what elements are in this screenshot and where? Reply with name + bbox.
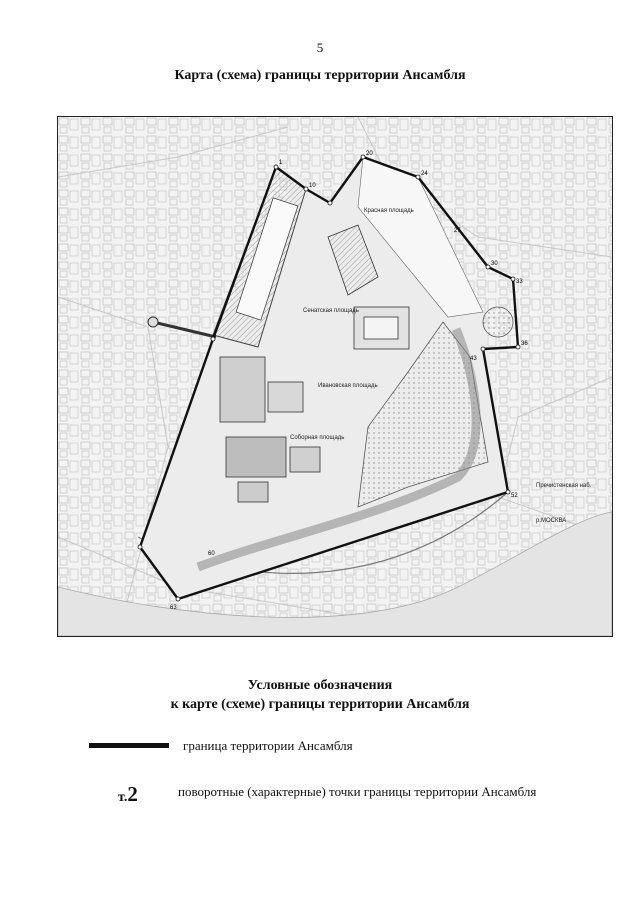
boundary-point-label: 43	[470, 356, 477, 362]
page-title: Карта (схема) границы территории Ансамбля	[174, 68, 466, 83]
boundary-point-label: 36	[521, 341, 528, 347]
boundary-line-symbol	[89, 743, 169, 748]
cathedral-square-element	[483, 307, 513, 337]
turning-point-legend-label: поворотные (характерные) точки границы территории Ансамбля	[178, 784, 537, 799]
senate-square-label: Сенатская площадь	[303, 308, 359, 314]
boundary-point-label: 20	[366, 151, 373, 157]
river-label: р.МОСКВА	[536, 518, 567, 524]
turning-point-symbol	[118, 782, 138, 807]
boundary-point-label: 63	[170, 605, 177, 611]
ivanovskaya-square-label: Ивановская площадь	[318, 383, 378, 389]
embankment-label: Пречистенская наб.	[536, 483, 592, 489]
legend-title	[0, 676, 640, 714]
turning-point-number: 2	[127, 782, 138, 806]
boundary-point-label: 33	[516, 279, 523, 285]
legend-title-line1: Условные обозначения	[247, 678, 393, 693]
boundary-point-label: 60	[208, 551, 215, 557]
boundary-legend-label: граница территории Ансамбля	[183, 738, 353, 753]
boundary-point-label: 24	[421, 171, 428, 177]
page-number: 5	[316, 40, 324, 55]
boundary-point-label: 1	[279, 160, 283, 166]
boundary-point-label: 52	[511, 493, 518, 499]
boundary-point-label: 27	[454, 228, 461, 234]
boundary-map	[57, 116, 613, 637]
cathedral-square-label: Соборная площадь	[290, 435, 345, 441]
kutafya-tower	[148, 317, 158, 327]
turning-point-prefix: т.	[118, 790, 128, 805]
boundary-point-label: 30	[491, 261, 498, 267]
red-square-label: Красная площадь	[364, 208, 414, 214]
legend-title-line2: к карте (схеме) границы территории Ансамбля	[170, 697, 470, 712]
boundary-point-label: 10	[309, 183, 316, 189]
